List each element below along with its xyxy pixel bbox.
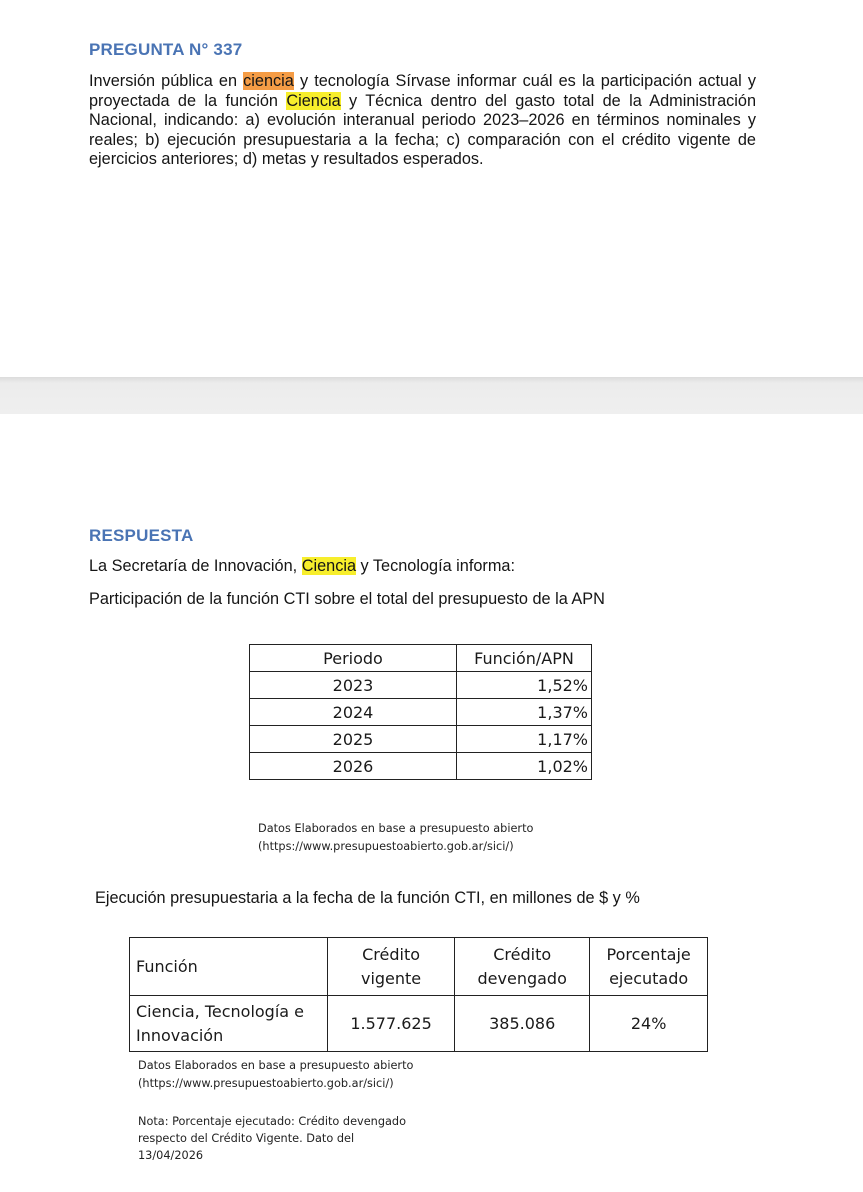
- current-credit-cell: 1.577.625: [328, 996, 455, 1052]
- table-row: [130, 996, 708, 1052]
- search-highlight: Ciencia: [286, 91, 341, 110]
- table-row: [250, 726, 592, 753]
- question-text: [89, 72, 756, 170]
- table-row: [250, 672, 592, 699]
- table-row: [250, 753, 592, 780]
- column-header-share: Función/APN: [457, 645, 592, 672]
- table2-title: Ejecución presupuestaria a la fecha de la función CTI, en millones de $ y %: [95, 889, 640, 907]
- share-cell: 1,17%: [457, 726, 592, 753]
- column-header-period: Periodo: [250, 645, 457, 672]
- period-cell: 2025: [250, 726, 457, 753]
- question-text-part: y tecnología Sírvase informar cuál es la participación actual y proyectada de la función: [89, 72, 756, 110]
- note-line: Nota: Porcentaje ejecutado: Crédito devengado: [138, 1115, 406, 1128]
- accrued-credit-cell: 385.086: [455, 996, 590, 1052]
- question-text-part: y Técnica dentro del gasto total de la Administración Nacional, indicando: a) evolución interanual periodo 2023–2026 en términos nominales y reales; b) ejecución presupuestaria a la fecha; c) comparación con el crédito vigente de ejercicios anteriores; d) metas y resultados esperados.: [89, 91, 756, 168]
- answer-intro-part: La Secretaría de Innovación,: [89, 557, 302, 575]
- cti-share-table: [249, 644, 592, 780]
- period-cell: 2026: [250, 753, 457, 780]
- column-header-current-credit: Crédito vigente: [328, 938, 455, 996]
- table1-source-url: (https://www.presupuestoabierto.gob.ar/sici/): [258, 840, 514, 853]
- period-cell: 2024: [250, 699, 457, 726]
- table2-source-line: Datos Elaborados en base a presupuesto abierto: [138, 1059, 414, 1072]
- table1-title: Participación de la función CTI sobre el total del presupuesto de la APN: [89, 590, 605, 608]
- table1-source-line: Datos Elaborados en base a presupuesto abierto: [258, 822, 534, 835]
- period-cell: 2023: [250, 672, 457, 699]
- question-heading: PREGUNTA N° 337: [89, 40, 243, 59]
- budget-execution-table: [129, 937, 708, 1052]
- search-highlight-current: ciencia: [243, 72, 294, 90]
- answer-intro-part: y Tecnología informa:: [356, 557, 515, 575]
- table2-source-url: (https://www.presupuestoabierto.gob.ar/sici/): [138, 1077, 394, 1090]
- column-header-function: Función: [130, 938, 328, 996]
- table-header-row: [130, 938, 708, 996]
- document-page-1: [0, 0, 863, 377]
- question-text-part: Inversión pública en: [89, 72, 244, 90]
- answer-intro: [89, 557, 515, 576]
- column-header-accrued-credit: Crédito devengado: [455, 938, 590, 996]
- table-row: [250, 699, 592, 726]
- page-separator: [0, 377, 863, 414]
- note-line: respecto del Crédito Vigente. Dato del: [138, 1132, 355, 1145]
- search-highlight: Ciencia: [301, 557, 357, 575]
- column-header-executed-percent: Porcentaje ejecutado: [590, 938, 708, 996]
- executed-percent-cell: 24%: [590, 996, 708, 1052]
- table-header-row: [250, 645, 592, 672]
- note-date: 13/04/2026: [138, 1149, 204, 1162]
- answer-heading: RESPUESTA: [89, 526, 194, 545]
- share-cell: 1,02%: [457, 753, 592, 780]
- function-name-cell: Ciencia, Tecnología e Innovación: [130, 996, 328, 1052]
- share-cell: 1,37%: [457, 699, 592, 726]
- share-cell: 1,52%: [457, 672, 592, 699]
